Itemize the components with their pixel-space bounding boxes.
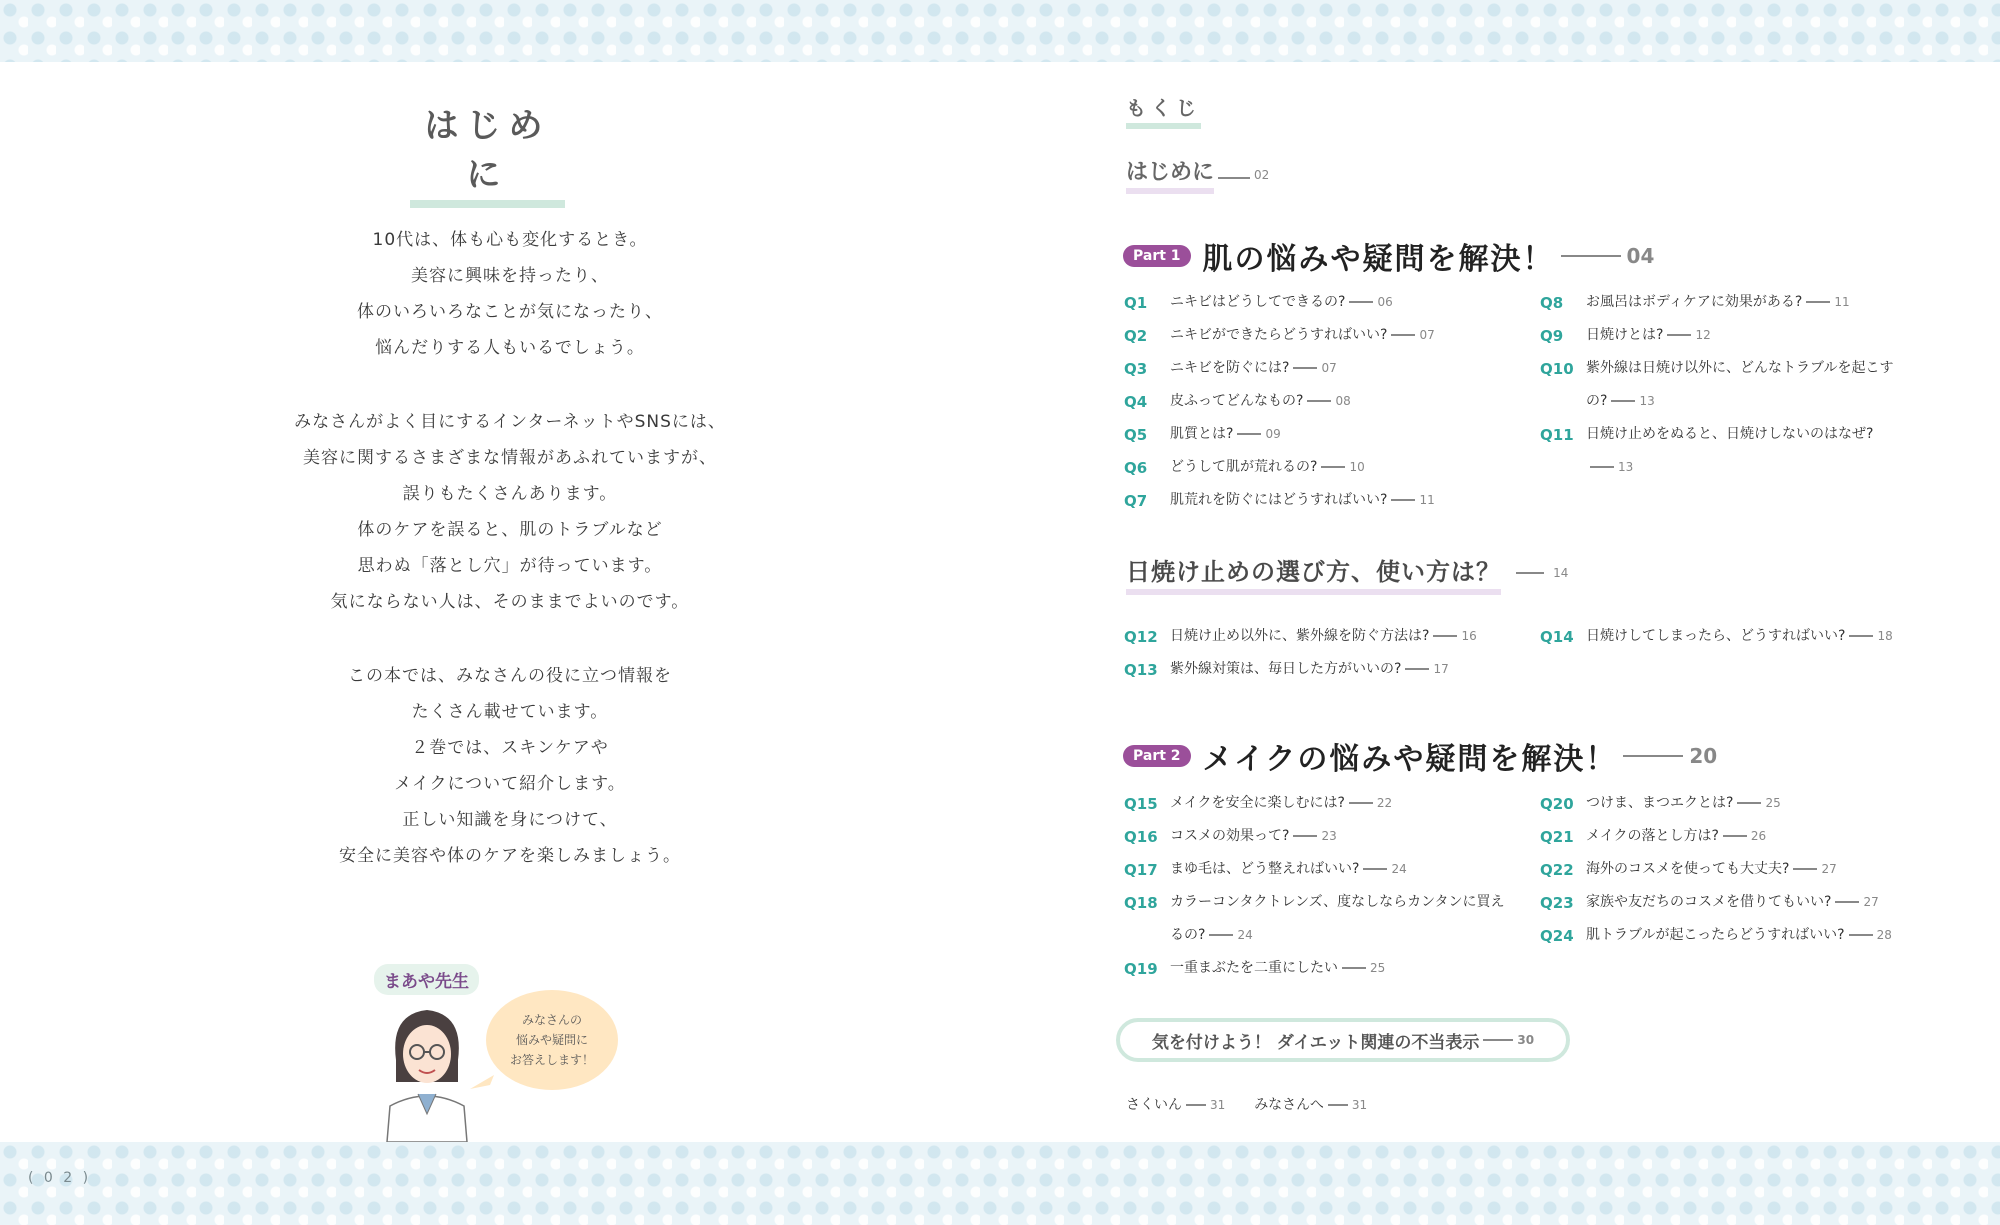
- question-page: 10: [1349, 460, 1365, 474]
- question-page: 11: [1419, 493, 1435, 507]
- question-page: 25: [1370, 961, 1386, 975]
- question-number: Q24: [1540, 927, 1574, 945]
- question-text: 肌トラブルが起こったらどうすればいい?: [1586, 927, 1845, 943]
- leader-dash: [1793, 868, 1817, 870]
- leader-dash: [1849, 635, 1873, 637]
- question-text: 一重まぶたを二重にしたい: [1170, 960, 1338, 976]
- question-number: Q23: [1540, 894, 1574, 912]
- part1-left-list: [1124, 294, 1435, 525]
- leader-dash: [1209, 934, 1233, 936]
- bottom-pattern-band: [0, 1142, 2000, 1225]
- question-page: 27: [1821, 862, 1837, 876]
- question-text: 紫外線は日焼け以外に、どんなトラブルを起こす: [1586, 360, 1894, 376]
- afterword-page: 31: [1351, 1098, 1368, 1112]
- part2-badge: Part 2: [1123, 745, 1191, 767]
- diet-page: 30: [1517, 1033, 1535, 1047]
- question-page: 09: [1265, 427, 1281, 441]
- question-text-line: [1170, 919, 1253, 952]
- question-number: Q18: [1124, 894, 1158, 912]
- toc-intro-entry[interactable]: [1126, 155, 1269, 194]
- question-page: 06: [1377, 295, 1393, 309]
- afterword-label: みなさんへ: [1254, 1097, 1324, 1113]
- intro-line: 10代は、体も心も変化するとき。: [372, 230, 648, 250]
- question-text-line: [1170, 418, 1281, 451]
- question-number: Q10: [1540, 360, 1574, 378]
- speech-bubble: [486, 990, 618, 1090]
- question-page: 17: [1433, 662, 1449, 676]
- question-number: Q19: [1124, 960, 1158, 978]
- leader-dash: [1405, 668, 1429, 670]
- question-number: Q9: [1540, 327, 1564, 345]
- question-text: つけま、まつエクとは?: [1586, 795, 1734, 811]
- intro-line: メイクについて紹介します。: [394, 774, 626, 794]
- question-page: 27: [1863, 895, 1879, 909]
- question-text-line: [1170, 787, 1392, 820]
- toc-intro-page: 02: [1254, 168, 1270, 182]
- question-text: お風呂はボディケアに効果がある?: [1586, 294, 1803, 310]
- leader-dash: [1307, 400, 1331, 402]
- question-number: Q15: [1124, 795, 1158, 813]
- toc-question-entry[interactable]: [1540, 927, 1892, 960]
- question-page: 16: [1461, 629, 1477, 643]
- question-text: カラーコンタクトレンズ、度なしならカンタンに買え: [1170, 894, 1505, 910]
- question-text-line: [1586, 385, 1655, 418]
- question-page: 25: [1765, 796, 1781, 810]
- toc-title: もくじ: [1126, 92, 1201, 129]
- intro-line: 体のいろいろなことが気になったり、: [357, 302, 663, 322]
- diet-column-entry[interactable]: [1116, 1018, 1570, 1062]
- part2-right-list: [1540, 795, 1892, 960]
- leader-dash: [1349, 802, 1373, 804]
- sunscreen-left-list: [1124, 628, 1477, 694]
- question-text: 肌質とは?: [1170, 426, 1234, 442]
- question-page: 28: [1876, 928, 1892, 942]
- question-number: Q8: [1540, 294, 1564, 312]
- part2-heading[interactable]: [1123, 734, 1717, 778]
- question-number: Q20: [1540, 795, 1574, 813]
- part1-title: 肌の悩みや疑問を解決！: [1202, 242, 1555, 277]
- toc-question-entry[interactable]: [1540, 628, 1893, 661]
- question-text: ニキビができたらどうすればいい?: [1170, 327, 1388, 343]
- leader-dash: [1391, 334, 1415, 336]
- teacher-avatar: [382, 998, 472, 1142]
- question-text-line: [1170, 352, 1337, 385]
- toc-intro-label: はじめに: [1126, 155, 1214, 194]
- question-text-line: [1586, 451, 1633, 484]
- question-text: コスメの効果って?: [1170, 828, 1290, 844]
- leader-dash: [1237, 433, 1261, 435]
- part1-right-list: [1540, 294, 1893, 492]
- question-text: 日焼けとは?: [1586, 327, 1664, 343]
- intro-line: 美容に興味を持ったり、: [411, 266, 609, 286]
- question-text: 日焼けしてしまったら、どうすればいい?: [1586, 628, 1846, 644]
- toc-question-entry[interactable]: [1124, 960, 1505, 993]
- question-text: 肌荒れを防ぐにはどうすればいい?: [1170, 492, 1388, 508]
- question-text-line: [1586, 286, 1850, 319]
- question-number: Q11: [1540, 426, 1574, 444]
- leader-dash: [1667, 334, 1691, 336]
- intro-paragraph: [210, 222, 810, 366]
- diet-label: 気を付けよう！ ダイエット関連の不当表示: [1151, 1032, 1480, 1053]
- question-number: Q17: [1124, 861, 1158, 879]
- index-page: 31: [1210, 1098, 1226, 1112]
- leader-dash: [1218, 177, 1250, 179]
- question-text-line: [1586, 919, 1892, 952]
- question-text-line: [1170, 286, 1393, 319]
- question-page: 26: [1750, 829, 1767, 843]
- question-text: 日焼け止めをぬると、日焼けしないのはなぜ?: [1586, 426, 1874, 442]
- question-text-line: [1170, 484, 1435, 517]
- intro-paragraph: [210, 404, 810, 620]
- question-number: Q13: [1124, 661, 1158, 679]
- question-text: 家族や友だちのコスメを借りてもいい?: [1586, 894, 1832, 910]
- sunscreen-page-entry: [1512, 562, 1568, 581]
- question-text-line: [1586, 418, 1873, 451]
- intro-line: 悩んだりする人もいるでしょう。: [375, 338, 645, 358]
- intro-line: 美容に関するさまざまな情報があふれていますが、: [303, 448, 717, 468]
- leader-dash: [1391, 499, 1415, 501]
- question-number: Q4: [1124, 393, 1148, 411]
- question-text: 紫外線対策は、毎日した方がいいの?: [1170, 661, 1402, 677]
- intro-line: 安全に美容や体のケアを楽しみましょう。: [339, 846, 681, 866]
- leader-dash: [1849, 934, 1873, 936]
- question-number: Q22: [1540, 861, 1574, 879]
- question-text-line: [1170, 886, 1505, 919]
- question-page: 12: [1695, 328, 1711, 342]
- toc-question-entry[interactable]: [1124, 492, 1435, 525]
- page-number: ( 0 2 ): [28, 1170, 92, 1186]
- question-text-line: [1170, 319, 1435, 352]
- question-number: Q2: [1124, 327, 1148, 345]
- question-number: Q6: [1124, 459, 1148, 477]
- leader-dash: [1433, 635, 1457, 637]
- question-page: 13: [1639, 394, 1655, 408]
- teacher-name-label: まあや先生: [374, 964, 479, 995]
- leader-dash: [1321, 466, 1345, 468]
- leader-dash: [1806, 301, 1830, 303]
- question-text: るの?: [1170, 927, 1206, 943]
- leader-dash: [1611, 400, 1635, 402]
- question-text-line: [1170, 385, 1351, 418]
- part1-page: 04: [1626, 244, 1655, 268]
- speech-text: みなさんの 悩みや疑問に お答えします！: [509, 1013, 594, 1067]
- afterword-link[interactable]: [1254, 1097, 1367, 1113]
- question-page: 24: [1237, 928, 1253, 942]
- question-text: 日焼け止め以外に、紫外線を防ぐ方法は?: [1170, 628, 1430, 644]
- question-text-line: [1170, 620, 1477, 653]
- question-text: ニキビはどうしてできるの?: [1170, 294, 1346, 310]
- sunscreen-right-list: [1540, 628, 1893, 661]
- intro-line: 誤りもたくさんあります。: [402, 484, 618, 504]
- leader-dash: [1590, 466, 1614, 468]
- question-text-line: [1170, 451, 1365, 484]
- question-number: Q5: [1124, 426, 1148, 444]
- question-number: Q1: [1124, 294, 1148, 312]
- toc-question-entry[interactable]: [1540, 459, 1893, 492]
- leader-dash: [1342, 967, 1366, 969]
- question-page: 13: [1618, 460, 1634, 474]
- speech-bubble-tail: [470, 1075, 494, 1091]
- intro-line: 正しい知識を身につけて、: [402, 810, 618, 830]
- part1-badge: Part 1: [1123, 245, 1191, 267]
- question-text-line: [1586, 886, 1879, 919]
- question-text: メイクを安全に楽しむには?: [1170, 795, 1345, 811]
- leader-dash: [1723, 835, 1747, 837]
- intro-line: たくさん載せています。: [411, 702, 609, 722]
- question-text-line: [1170, 853, 1407, 886]
- question-number: Q7: [1124, 492, 1148, 510]
- question-text-line: [1586, 319, 1711, 352]
- question-text: まゆ毛は、どう整えればいい?: [1170, 861, 1360, 877]
- leader-dash: [1561, 255, 1621, 257]
- question-page: 07: [1321, 361, 1337, 375]
- toc-footer-links: [1126, 1094, 1367, 1114]
- toc-question-entry[interactable]: [1124, 661, 1477, 694]
- question-number: Q21: [1540, 828, 1574, 846]
- leader-dash: [1363, 868, 1387, 870]
- leader-dash: [1835, 901, 1859, 903]
- top-pattern-band: [0, 0, 2000, 62]
- question-text-line: [1586, 352, 1893, 385]
- sunscreen-title[interactable]: 日焼け止めの選び方、使い方は？: [1126, 552, 1501, 595]
- question-page: 07: [1419, 328, 1435, 342]
- intro-line: この本では、みなさんの役に立つ情報を: [348, 666, 672, 686]
- question-text-line: [1586, 853, 1837, 886]
- intro-body: [210, 222, 810, 912]
- leader-dash: [1186, 1104, 1206, 1106]
- intro-line: 思わぬ「落とし穴」が待っています。: [357, 556, 663, 576]
- index-link[interactable]: [1126, 1097, 1225, 1113]
- question-text-line: [1170, 952, 1385, 985]
- intro-line: 気にならない人は、そのままでよいのです。: [330, 592, 690, 612]
- question-number: Q12: [1124, 628, 1158, 646]
- question-number: Q3: [1124, 360, 1148, 378]
- leader-dash: [1293, 835, 1317, 837]
- question-text: メイクの落とし方は?: [1586, 828, 1719, 844]
- question-page: 22: [1376, 796, 1393, 810]
- leader-dash: [1516, 572, 1544, 574]
- leader-dash: [1483, 1039, 1513, 1041]
- leader-dash: [1293, 367, 1317, 369]
- part2-title: メイクの悩みや疑問を解決！: [1202, 742, 1618, 777]
- question-text: 皮ふってどんなもの?: [1170, 393, 1304, 409]
- question-number: Q16: [1124, 828, 1158, 846]
- leader-dash: [1737, 802, 1761, 804]
- question-text-line: [1586, 820, 1766, 853]
- part2-page: 20: [1689, 744, 1718, 768]
- question-text-line: [1170, 820, 1337, 853]
- intro-line: みなさんがよく目にするインターネットやSNSには、: [294, 412, 726, 432]
- part1-heading[interactable]: [1123, 234, 1654, 278]
- intro-title: はじめに: [410, 98, 565, 208]
- question-text-line: [1170, 653, 1449, 686]
- leader-dash: [1623, 755, 1683, 757]
- question-number: Q14: [1540, 628, 1574, 646]
- intro-paragraph: [210, 658, 810, 874]
- question-text-line: [1586, 620, 1893, 653]
- part2-left-list: [1124, 795, 1505, 993]
- question-page: 23: [1321, 829, 1337, 843]
- sunscreen-page: 14: [1553, 566, 1569, 580]
- question-text: の?: [1586, 393, 1608, 409]
- question-page: 08: [1335, 394, 1351, 408]
- intro-line: 体のケアを誤ると、肌のトラブルなど: [357, 520, 663, 540]
- page-number-value: 0 2: [43, 1170, 76, 1186]
- question-page: 11: [1834, 295, 1850, 309]
- intro-line: ２巻では、スキンケアや: [411, 738, 609, 758]
- question-page: 24: [1391, 862, 1407, 876]
- question-text: どうして肌が荒れるの?: [1170, 459, 1318, 475]
- question-text-line: [1586, 787, 1781, 820]
- question-text: ニキビを防ぐには?: [1170, 360, 1290, 376]
- index-label: さくいん: [1126, 1097, 1182, 1113]
- question-page: 18: [1877, 629, 1893, 643]
- leader-dash: [1349, 301, 1373, 303]
- leader-dash: [1328, 1104, 1348, 1106]
- question-text: 海外のコスメを使っても大丈夫?: [1586, 861, 1790, 877]
